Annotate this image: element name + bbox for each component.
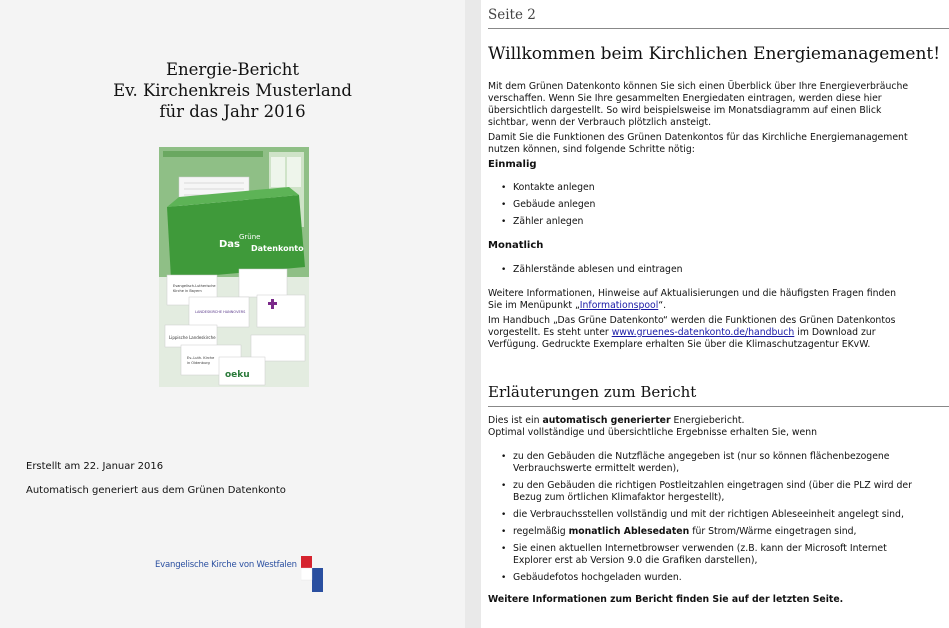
text-line: Explorer erst ab Version 9.0 die Grafiken darstellen),	[513, 555, 758, 566]
report-heading: Erläuterungen zum Bericht	[488, 383, 697, 401]
steps-paragraph	[488, 132, 947, 156]
svg-text:Lippische Landeskirche: Lippische Landeskirche	[169, 335, 216, 340]
once-heading: Einmalig	[488, 159, 537, 170]
svg-text:in Oldenburg: in Oldenburg	[187, 361, 210, 365]
text-line	[488, 327, 947, 339]
list-item: • Zählerstände ablesen und eintragen	[488, 264, 947, 276]
list-item	[488, 526, 947, 538]
text-line: sichtbar, wenn der Verbrauch plötzlich ansteigt.	[488, 117, 712, 128]
footer-note: Weitere Informationen zum Bericht finden Sie auf der letzten Seite.	[488, 594, 844, 605]
svg-text:Datenkonto: Datenkonto	[251, 244, 304, 253]
svg-text:LANDESKIRCHE HANNOVERS: LANDESKIRCHE HANNOVERS	[195, 310, 246, 314]
text-line: Verfügung. Gedruckte Exemplare erhalten Sie über die Klimaschutzagentur EKvW.	[488, 339, 871, 350]
text-span: für Strom/Wärme eingetragen sind,	[689, 526, 857, 537]
text-line: Mit dem Grünen Datenkonto können Sie sich einen Überblick über Ihre Energieverbräuche	[488, 81, 909, 92]
text-span: Sie im Menüpunkt „	[488, 300, 580, 311]
handbook-paragraph	[488, 315, 947, 351]
text-line: übersichtlich dargestellt. So wird beispielsweise im Monatsdiagramm auf einen Blick	[488, 105, 882, 116]
monthly-list	[488, 264, 947, 276]
list-item: • Gebäudefotos hochgeladen wurden.	[488, 572, 947, 584]
list-item	[488, 451, 947, 475]
list-item: • Kontakte anlegen	[488, 182, 947, 194]
svg-text:oeku: oeku	[225, 370, 250, 380]
report-list	[488, 451, 947, 584]
svg-text:Evangelisch-Lutherische: Evangelisch-Lutherische	[173, 284, 216, 288]
text-span: regelmäßig	[513, 526, 569, 537]
intro-paragraph	[488, 81, 947, 129]
text-line: Verbrauchswerte ermittelt werden),	[513, 463, 680, 474]
list-item	[488, 480, 947, 504]
handbook-link[interactable]: www.gruenes-datenkonto.de/handbuch	[611, 327, 795, 338]
text-line	[488, 415, 947, 427]
text-line: verschaffen. Wenn Sie Ihre gesammelten Energiedaten eintragen, werden diese hier	[488, 93, 882, 104]
report-intro	[488, 415, 947, 439]
text-line	[488, 300, 947, 312]
page-2	[481, 0, 949, 628]
text-span: Dies ist ein	[488, 415, 543, 426]
list-item: • Gebäude anlegen	[488, 199, 947, 211]
svg-text:Das: Das	[219, 239, 241, 250]
text-line: • Sie einen aktuellen Internetbrowser verwenden (z.B. kann der Microsoft Internet	[513, 543, 887, 554]
divider	[488, 406, 949, 407]
cover-title-line: für das Jahr 2016	[159, 102, 306, 121]
svg-text:Kirche in Bayern: Kirche in Bayern	[173, 289, 202, 293]
cover-page	[0, 0, 465, 628]
text-span: Energiebericht.	[670, 415, 745, 426]
text-span: vorgestellt. Es steht unter	[488, 327, 612, 338]
monthly-heading: Monatlich	[488, 240, 544, 251]
text-line: Im Handbuch „Das Grüne Datenkonto“ werden die Funktionen des Grünen Datenkontos	[488, 315, 896, 326]
created-date: Erstellt am 22. Januar 2016	[26, 461, 164, 472]
divider	[488, 28, 949, 29]
cover-title	[0, 59, 465, 122]
bold-text: monatlich Ablesedaten	[568, 526, 690, 537]
list-item: • die Verbrauchsstellen vollständig und mit der richtigen Ableseeinheit angelegt sind,	[488, 509, 947, 521]
text-line: Weitere Informationen, Hinweise auf Aktualisierungen und die häufigsten Fragen finden	[488, 288, 897, 299]
list-item: • Zähler anlegen	[488, 216, 947, 228]
cover-title-line: Energie-Bericht	[165, 60, 300, 79]
text-line: nutzen können, sind folgende Schritte nötig:	[488, 144, 695, 155]
text-span: “.	[658, 300, 667, 311]
text-line: • zu den Gebäuden die richtigen Postleitzahlen eingetragen sind (über die PLZ wird der	[513, 480, 912, 491]
logo-text: Evangelische Kirche von Westfalen	[155, 560, 297, 570]
info-paragraph	[488, 288, 947, 312]
informationspool-link[interactable]: Informationspool	[579, 300, 659, 311]
bold-text: automatisch generierter	[542, 415, 671, 426]
text-line: • zu den Gebäuden die Nutzfläche angegeben ist (nur so können flächenbezogene	[513, 451, 890, 462]
text-line: Damit Sie die Funktionen des Grünen Datenkontos für das Kirchliche Energiemanagement	[488, 132, 908, 143]
text-line: Optimal vollständige und übersichtliche Ergebnisse erhalten Sie, wenn	[488, 427, 818, 438]
cover-title-line: Ev. Kirchenkreis Musterland	[113, 81, 352, 100]
text-line: Bezug zum örtlichen Klimafaktor hergestellt),	[513, 492, 725, 503]
welcome-heading: Willkommen beim Kirchlichen Energiemanagement!	[488, 44, 941, 64]
cover-illustration	[159, 147, 309, 387]
svg-text:Ev.-Luth. Kirche: Ev.-Luth. Kirche	[187, 356, 215, 360]
once-list	[488, 182, 947, 228]
text-span: im Download zur	[794, 327, 876, 338]
page-number: Seite 2	[488, 7, 536, 23]
list-item	[488, 543, 947, 567]
westfalen-logo-icon	[301, 556, 323, 592]
cover-image	[159, 147, 309, 387]
generated-note: Automatisch generiert aus dem Grünen Datenkonto	[26, 485, 286, 496]
svg-text:Grüne: Grüne	[239, 233, 261, 241]
